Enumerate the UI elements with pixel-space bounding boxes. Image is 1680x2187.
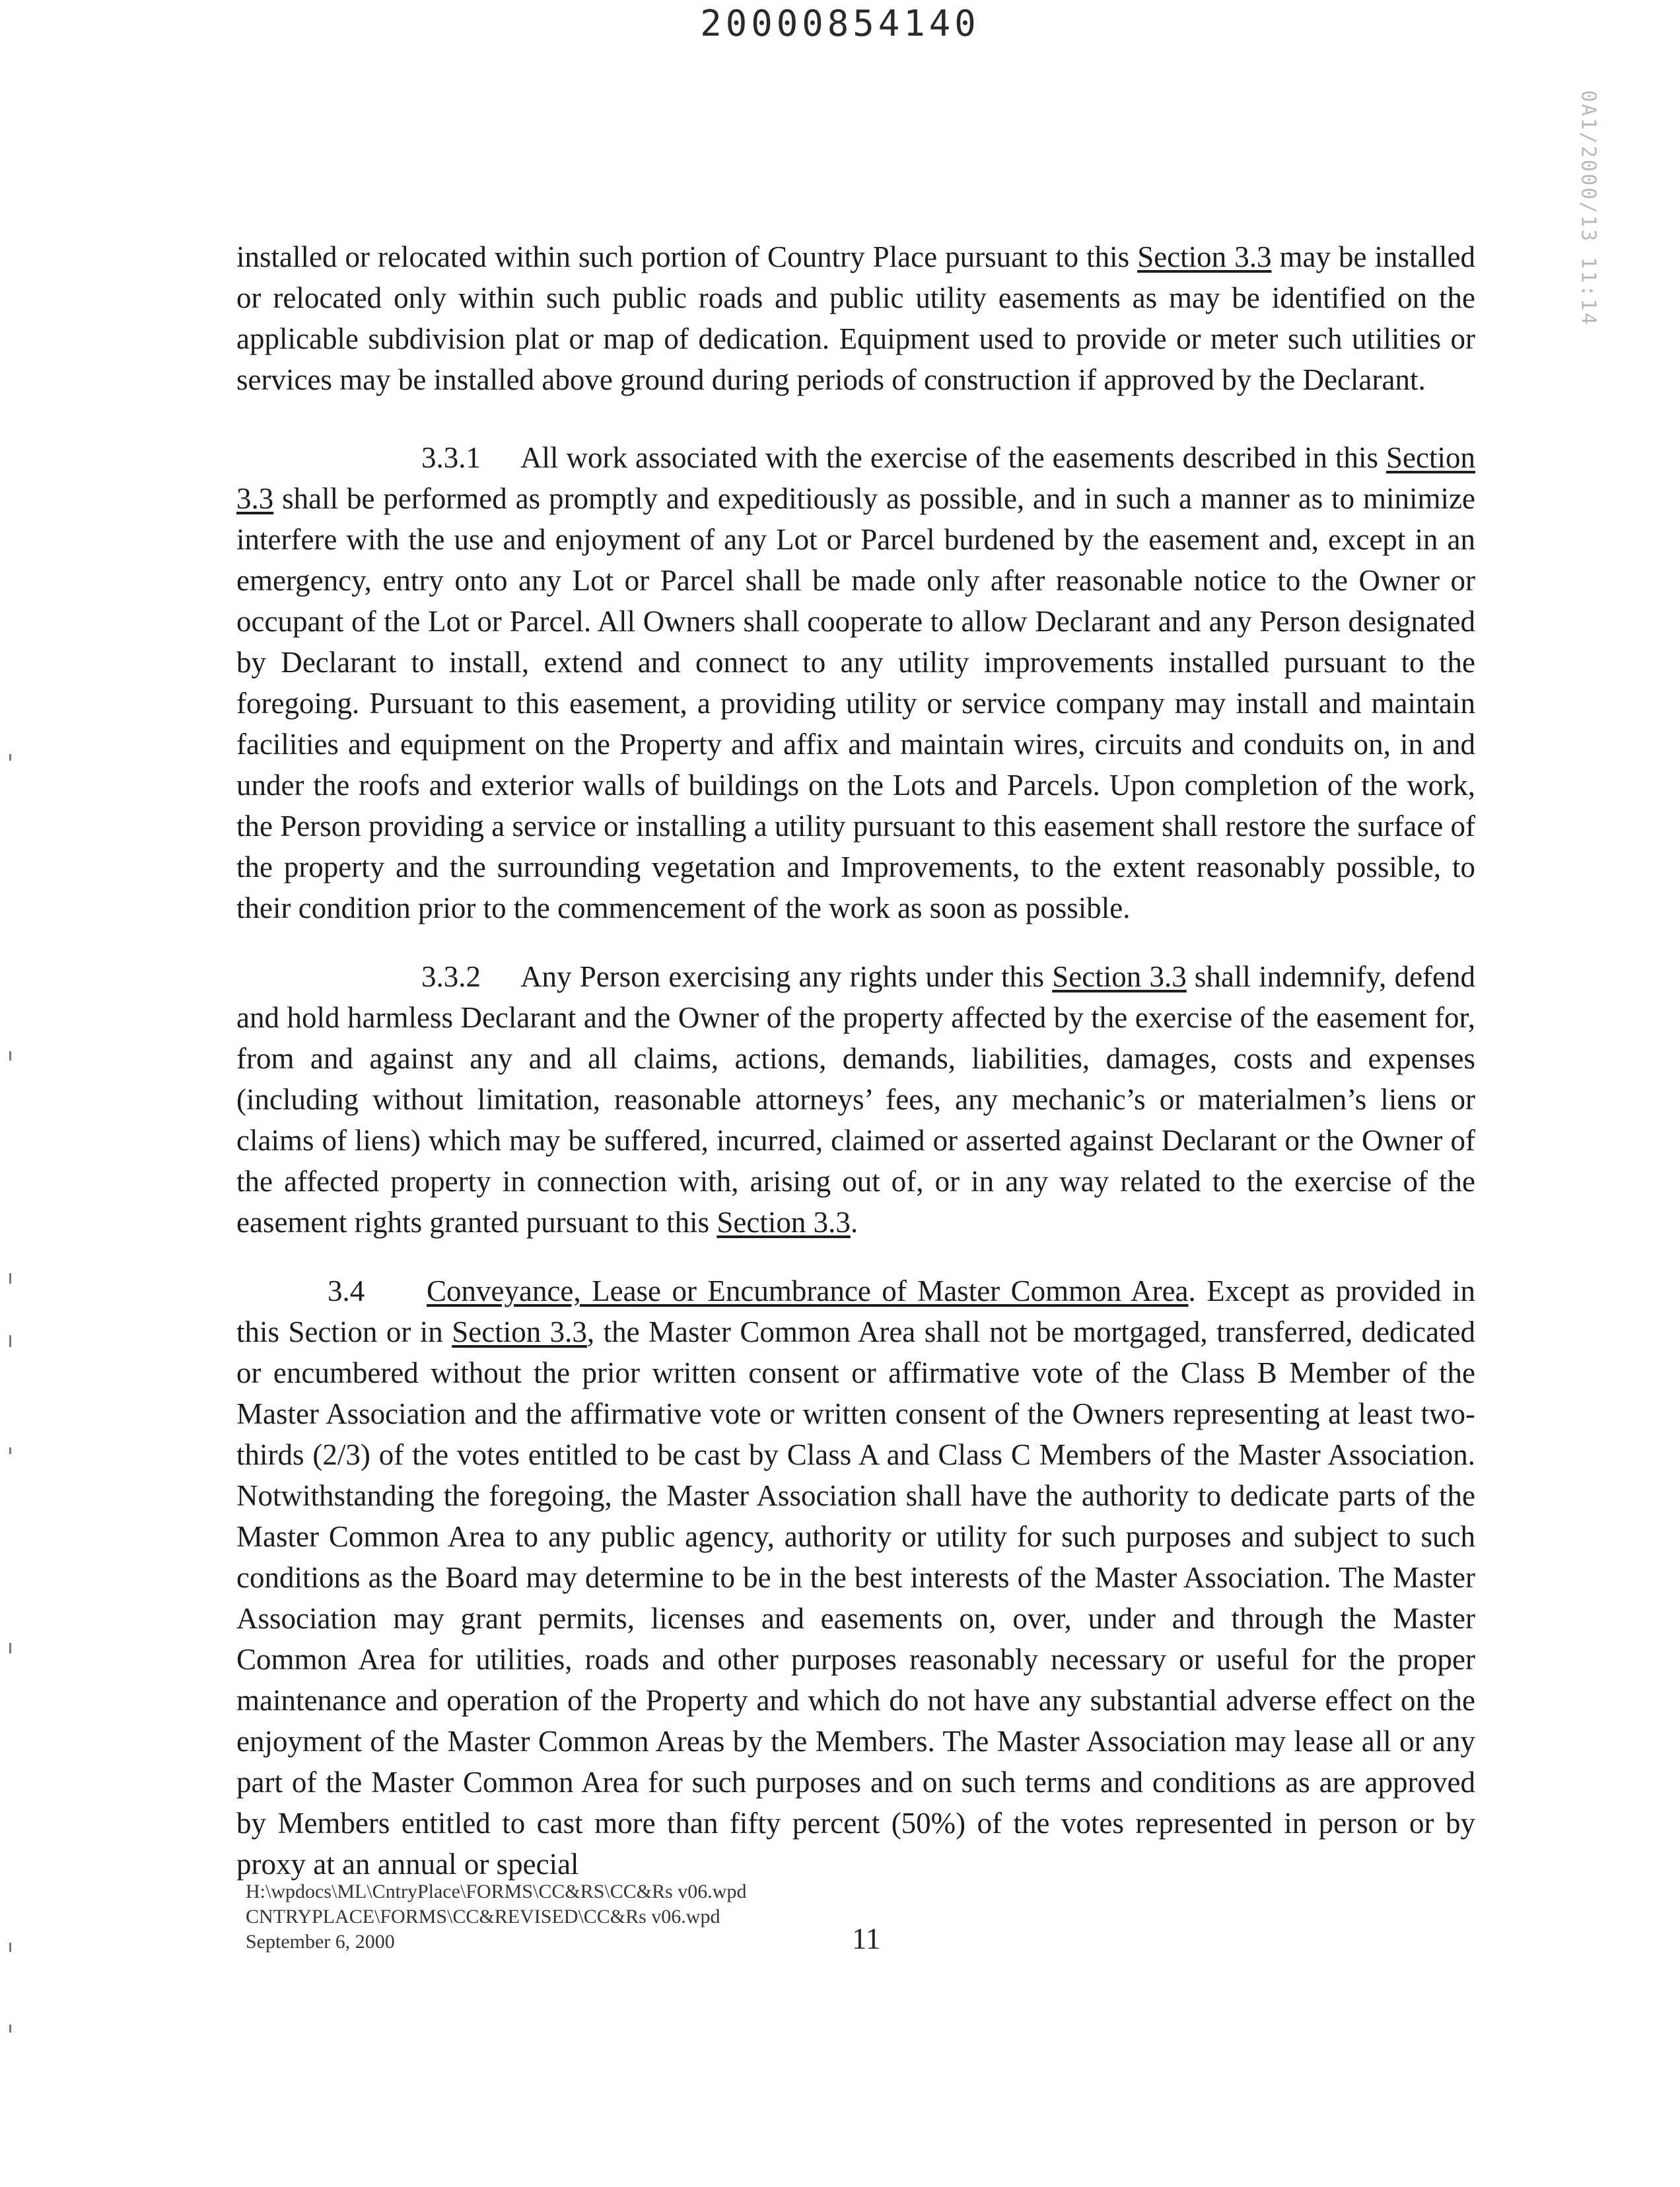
margin-stamp-text: 0A1/2000/13 11:14 xyxy=(1576,89,1600,327)
scan-speck xyxy=(9,1943,11,1952)
paragraph-3-4 xyxy=(236,1270,1475,1885)
scan-speck xyxy=(9,1051,11,1060)
p3-text-3: . xyxy=(850,1206,858,1239)
section-heading: Conveyance, Lease or Encumbrance of Master Common Area xyxy=(427,1274,1189,1307)
footer-date: September 6, 2000 xyxy=(246,1931,395,1953)
p4-text-0: . Except as provided in this Section or in xyxy=(236,1274,1476,1348)
p2-text-1: All work associated with the exercise of the easements described in this xyxy=(520,441,1387,474)
scan-speck xyxy=(9,1643,11,1653)
footer-path-2: CNTRYPLACE\FORMS\CC&REVISED\CC&Rs v06.wpd xyxy=(246,1906,720,1927)
scan-speck xyxy=(9,1335,11,1347)
scan-speck xyxy=(9,1273,11,1284)
section-reference: Section 3.3 xyxy=(236,441,1475,515)
p1-text-1: installed or relocated within such portion of Country Place pursuant to this xyxy=(236,240,1138,273)
section-reference: Section 3.3 xyxy=(452,1315,587,1348)
scan-speck xyxy=(9,1447,11,1454)
paragraph-3-3-2 xyxy=(236,956,1475,1243)
p1-text-2: may be installed or relocated only within such public roads and public utility easements as may be identified on the applicable subdivision plat or map of dedication. Equipment used to provide or meter such utilities or services may be installed above ground during periods of construction if approved by the Declarant. xyxy=(236,240,1475,396)
p2-text-2: shall be performed as promptly and expeditiously as possible, and in such a manner as to minimize interfere with the use and enjoyment of any Lot or Parcel burdened by the easement and, except in an emergency, entry onto any Lot or Parcel shall be made only after reasonable notice to the Owner or occupant of the Lot or Parcel. All Owners shall cooperate to allow Declarant and any Person designated by Declarant to install, extend and connect to any utility improvements installed pursuant to the foregoing. Pursuant to this easement, a providing utility or service company may install and maintain facilities and equipment on the Property and affix and maintain wires, circuits and conduits on, in and under the roofs and exterior walls of buildings on the Lots and Parcels. Upon completion of the work, the Person providing a service or installing a utility pursuant to this easement shall restore the surface of the property and the surrounding vegetation and Improvements, to the extent reasonably possible, to their condition prior to the commencement of the work as soon as possible. xyxy=(236,482,1475,924)
footer-path-1: H:\wpdocs\ML\CntryPlace\FORMS\CC&RS\CC&Rs v06.wpd xyxy=(246,1881,747,1902)
margin-stamp xyxy=(1558,89,1618,327)
page-number: 11 xyxy=(852,1922,881,1955)
p3-text-2: shall indemnify, defend and hold harmless Declarant and the Owner of the property affected by the exercise of the easement for, from and against any and all claims, actions, demands, liabilities, damages, costs and expenses (including without limitation, reasonable attorneys’ fees, any mechanic’s or materialmen’s liens or claims of liens) which may be suffered, incurred, claimed or asserted against Declarant or the Owner of the affected property in connection with, arising out of, or in any way related to the exercise of the easement rights granted pursuant to this xyxy=(236,960,1476,1239)
scan-speck xyxy=(9,754,11,761)
p3-text-1: Any Person exercising any rights under this xyxy=(520,960,1053,993)
section-reference: Section 3.3 xyxy=(1052,960,1187,993)
section-number: 3.4 xyxy=(328,1274,365,1307)
paragraph-continuation xyxy=(236,236,1475,400)
p4-text-1: , the Master Common Area shall not be mortgaged, transferred, dedicated or encumbered without the prior written consent or affirmative vote of the Class B Member of the Master Association and the affirmative vote or written consent of the Owners representing at least two-thirds (2/3) of the votes entitled to be cast by Class A and Class C Members of the Master Association. Notwithstanding the foregoing, the Master Association shall have the authority to dedicate parts of the Master Common Area to any public agency, authority or utility for such purposes and subject to such conditions as the Board may determine to be in the best interests of the Master Association. The Master Association may grant permits, licenses and easements on, over, under and through the Master Common Area for utilities, roads and other purposes reasonably necessary or useful for the proper maintenance and operation of the Property and which do not have any substantial adverse effect on the enjoyment of the Master Common Areas by the Members. The Master Association may lease all or any part of the Master Common Area for such purposes and on such terms and conditions as are approved by Members entitled to cast more than fifty percent (50%) of the votes represented in person or by proxy at an annual or special xyxy=(236,1315,1476,1881)
section-reference: Section 3.3 xyxy=(1137,240,1272,273)
section-reference: Section 3.3 xyxy=(717,1206,851,1239)
footer-file-info xyxy=(246,1879,746,1955)
paragraph-3-3-1 xyxy=(236,437,1475,928)
section-number: 3.3.2 xyxy=(421,960,481,993)
document-number: 20000854140 xyxy=(700,3,980,44)
scan-speck xyxy=(9,2025,11,2032)
section-number: 3.3.1 xyxy=(421,441,481,474)
